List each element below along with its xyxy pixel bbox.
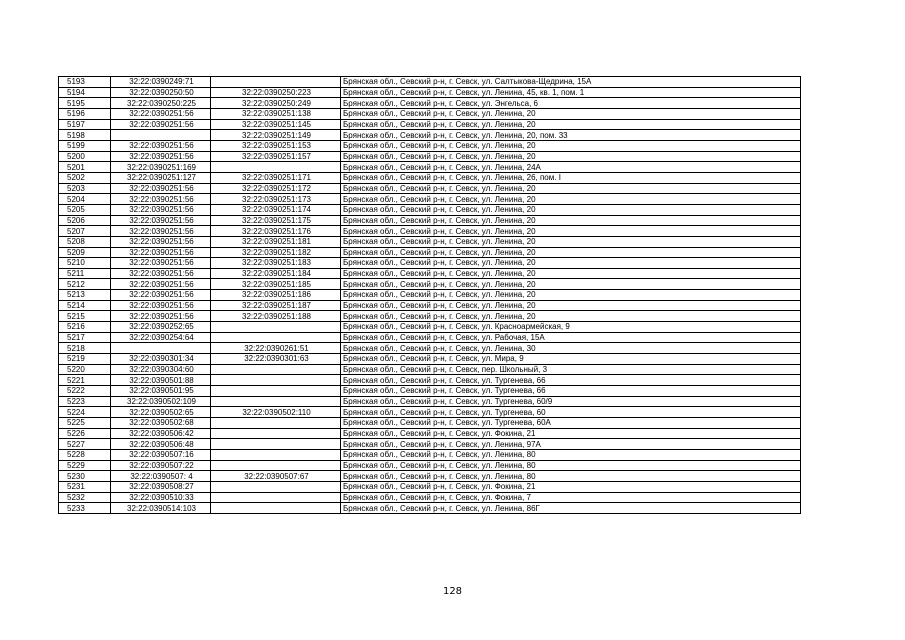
address-cell: Брянская обл., Севский р-н, г. Севск, ул. Ленина, 20 [341,279,801,290]
table-row [59,311,801,322]
land-cadastral-number-cell: 32:22:0390251:56 [111,311,211,322]
object-cadastral-number-cell [211,428,341,439]
row-number-cell: 5207 [59,226,111,237]
row-number-cell: 5213 [59,290,111,301]
table-row [59,258,801,269]
table-row [59,204,801,215]
land-cadastral-number-cell: 32:22:0390506:42 [111,428,211,439]
object-cadastral-number-cell: 32:22:0390251:186 [211,290,341,301]
land-cadastral-number-cell: 32:22:0390251:56 [111,140,211,151]
object-cadastral-number-cell [211,503,341,514]
address-cell: Брянская обл., Севский р-н, г. Севск, ул. Ленина, 20 [341,311,801,322]
object-cadastral-number-cell: 32:22:0390251:185 [211,279,341,290]
row-number-cell: 5233 [59,503,111,514]
table-row [59,418,801,429]
address-cell: Брянская обл., Севский р-н, г. Севск, ул. Ленина, 20 [341,247,801,258]
land-cadastral-number-cell: 32:22:0390507:22 [111,460,211,471]
land-cadastral-number-cell: 32:22:0390251:169 [111,162,211,173]
land-cadastral-number-cell: 32:22:0390251:56 [111,247,211,258]
address-cell: Брянская обл., Севский р-н, г. Севск, ул. Ленина, 20 [341,140,801,151]
address-cell: Брянская обл., Севский р-н, г. Севск, ул. Ленина, 20 [341,290,801,301]
land-cadastral-number-cell: 32:22:0390251:56 [111,300,211,311]
table-row [59,407,801,418]
object-cadastral-number-cell [211,460,341,471]
table-row [59,503,801,514]
object-cadastral-number-cell: 32:22:0390251:149 [211,130,341,141]
table-row [59,322,801,333]
land-cadastral-number-cell: 32:22:0390514:103 [111,503,211,514]
object-cadastral-number-cell [211,375,341,386]
object-cadastral-number-cell: 32:22:0390251:145 [211,119,341,130]
row-number-cell: 5219 [59,354,111,365]
row-number-cell: 5222 [59,386,111,397]
object-cadastral-number-cell: 32:22:0390251:181 [211,236,341,247]
address-cell: Брянская обл., Севский р-н, г. Севск, ул. Ленина, 26, пом. I [341,172,801,183]
object-cadastral-number-cell [211,162,341,173]
row-number-cell: 5198 [59,130,111,141]
row-number-cell: 5193 [59,77,111,88]
object-cadastral-number-cell: 32:22:0390251:173 [211,194,341,205]
table-row [59,130,801,141]
table-row [59,439,801,450]
address-cell: Брянская обл., Севский р-н, г. Севск, ул. Ленина, 20 [341,226,801,237]
land-cadastral-number-cell: 32:22:0390251:56 [111,119,211,130]
row-number-cell: 5212 [59,279,111,290]
land-cadastral-number-cell: 32:22:0390251:56 [111,215,211,226]
land-cadastral-number-cell: 32:22:0390251:56 [111,290,211,301]
table-row [59,77,801,88]
table-row [59,215,801,226]
object-cadastral-number-cell: 32:22:0390502:110 [211,407,341,418]
table-row [59,449,801,460]
table-row [59,279,801,290]
table-row [59,332,801,343]
address-cell: Брянская обл., Севский р-н, г. Севск, ул. Ленина, 20 [341,236,801,247]
object-cadastral-number-cell: 32:22:0390251:174 [211,204,341,215]
table-row [59,364,801,375]
address-cell: Брянская обл., Севский р-н, г. Севск, ул. Тургенева, 60А [341,418,801,429]
land-cadastral-number-cell: 32:22:0390251:56 [111,258,211,269]
land-cadastral-number-cell: 32:22:0390250:225 [111,98,211,109]
land-cadastral-number-cell: 32:22:0390304:60 [111,364,211,375]
row-number-cell: 5211 [59,268,111,279]
address-cell: Брянская обл., Севский р-н, г. Севск, ул. Тургенева, 66 [341,375,801,386]
table-row [59,140,801,151]
row-number-cell: 5226 [59,428,111,439]
table-row [59,226,801,237]
object-cadastral-number-cell: 32:22:0390251:138 [211,108,341,119]
row-number-cell: 5232 [59,492,111,503]
object-cadastral-number-cell: 32:22:0390261:51 [211,343,341,354]
object-cadastral-number-cell [211,77,341,88]
object-cadastral-number-cell [211,492,341,503]
table-row [59,194,801,205]
object-cadastral-number-cell: 32:22:0390251:171 [211,172,341,183]
row-number-cell: 5203 [59,183,111,194]
row-number-cell: 5195 [59,98,111,109]
row-number-cell: 5205 [59,204,111,215]
row-number-cell: 5229 [59,460,111,471]
row-number-cell: 5217 [59,332,111,343]
object-cadastral-number-cell: 32:22:0390251:184 [211,268,341,279]
land-cadastral-number-cell: 32:22:0390502:65 [111,407,211,418]
table-row [59,108,801,119]
object-cadastral-number-cell [211,322,341,333]
land-cadastral-number-cell: 32:22:0390251:56 [111,268,211,279]
address-cell: Брянская обл., Севский р-н, г. Севск, ул. Ленина, 24А [341,162,801,173]
address-cell: Брянская обл., Севский р-н, г. Севск, пер. Школьный, 3 [341,364,801,375]
land-cadastral-number-cell: 32:22:0390502:109 [111,396,211,407]
address-cell: Брянская обл., Севский р-н, г. Севск, ул. Мира, 9 [341,354,801,365]
address-cell: Брянская обл., Севский р-н, г. Севск, ул. Фокина, 21 [341,481,801,492]
object-cadastral-number-cell: 32:22:0390251:157 [211,151,341,162]
table-row [59,162,801,173]
object-cadastral-number-cell: 32:22:0390250:223 [211,87,341,98]
address-cell: Брянская обл., Севский р-н, г. Севск, ул. Ленина, 30 [341,343,801,354]
address-cell: Брянская обл., Севский р-н, г. Севск, ул. Энгельса, 6 [341,98,801,109]
row-number-cell: 5202 [59,172,111,183]
table-row [59,87,801,98]
address-cell: Брянская обл., Севский р-н, г. Севск, ул. Ленина, 45, кв. 1, пом. 1 [341,87,801,98]
row-number-cell: 5225 [59,418,111,429]
address-cell: Брянская обл., Севский р-н, г. Севск, ул. Тургенева, 66 [341,386,801,397]
table-row [59,247,801,258]
row-number-cell: 5200 [59,151,111,162]
table-row [59,98,801,109]
address-cell: Брянская обл., Севский р-н, г. Севск, ул. Ленина, 86Г [341,503,801,514]
row-number-cell: 5194 [59,87,111,98]
object-cadastral-number-cell [211,364,341,375]
land-cadastral-number-cell: 32:22:0390502:68 [111,418,211,429]
land-cadastral-number-cell [111,343,211,354]
object-cadastral-number-cell [211,386,341,397]
table-row [59,236,801,247]
object-cadastral-number-cell: 32:22:0390251:153 [211,140,341,151]
page-number: 128 [442,586,463,597]
address-cell: Брянская обл., Севский р-н, г. Севск, ул. Ленина, 20 [341,194,801,205]
table-row [59,492,801,503]
address-cell: Брянская обл., Севский р-н, г. Севск, ул. Ленина, 20 [341,300,801,311]
address-cell: Брянская обл., Севский р-н, г. Севск, ул. Ленина, 20 [341,258,801,269]
address-cell: Брянская обл., Севский р-н, г. Севск, ул. Тургенева, 60 [341,407,801,418]
object-cadastral-number-cell: 32:22:0390251:175 [211,215,341,226]
table-row [59,119,801,130]
land-cadastral-number-cell: 32:22:0390251:127 [111,172,211,183]
row-number-cell: 5208 [59,236,111,247]
object-cadastral-number-cell [211,418,341,429]
address-cell: Брянская обл., Севский р-н, г. Севск, ул. Тургенева, 60/9 [341,396,801,407]
row-number-cell: 5210 [59,258,111,269]
row-number-cell: 5209 [59,247,111,258]
table-row [59,375,801,386]
land-cadastral-number-cell: 32:22:0390251:56 [111,279,211,290]
row-number-cell: 5227 [59,439,111,450]
row-number-cell: 5220 [59,364,111,375]
table-row [59,300,801,311]
row-number-cell: 5231 [59,481,111,492]
row-number-cell: 5224 [59,407,111,418]
object-cadastral-number-cell: 32:22:0390251:176 [211,226,341,237]
table-row [59,268,801,279]
land-cadastral-number-cell: 32:22:0390251:56 [111,151,211,162]
land-cadastral-number-cell: 32:22:0390251:56 [111,236,211,247]
address-cell: Брянская обл., Севский р-н, г. Севск, ул. Красноармейская, 9 [341,322,801,333]
land-cadastral-number-cell [111,130,211,141]
object-cadastral-number-cell: 32:22:0390251:188 [211,311,341,322]
object-cadastral-number-cell [211,481,341,492]
address-cell: Брянская обл., Севский р-н, г. Севск, ул. Ленина, 97А [341,439,801,450]
table-row [59,460,801,471]
row-number-cell: 5206 [59,215,111,226]
table-row [59,481,801,492]
row-number-cell: 5204 [59,194,111,205]
land-cadastral-number-cell: 32:22:0390251:56 [111,204,211,215]
land-cadastral-number-cell: 32:22:0390251:56 [111,194,211,205]
land-cadastral-number-cell: 32:22:0390251:56 [111,226,211,237]
address-cell: Брянская обл., Севский р-н, г. Севск, ул. Ленина, 20 [341,119,801,130]
land-cadastral-number-cell: 32:22:0390250:50 [111,87,211,98]
property-table [58,76,801,514]
object-cadastral-number-cell [211,332,341,343]
table-row [59,151,801,162]
object-cadastral-number-cell: 32:22:0390251:183 [211,258,341,269]
address-cell: Брянская обл., Севский р-н, г. Севск, ул. Ленина, 20 [341,215,801,226]
address-cell: Брянская обл., Севский р-н, г. Севск, ул. Ленина, 20 [341,151,801,162]
land-cadastral-number-cell: 32:22:0390510:33 [111,492,211,503]
object-cadastral-number-cell: 32:22:0390251:182 [211,247,341,258]
address-cell: Брянская обл., Севский р-н, г. Севск, ул. Ленина, 20, пом. 33 [341,130,801,141]
object-cadastral-number-cell: 32:22:0390251:172 [211,183,341,194]
object-cadastral-number-cell [211,449,341,460]
table-row [59,343,801,354]
table-row [59,386,801,397]
table-row [59,290,801,301]
table-row [59,183,801,194]
object-cadastral-number-cell: 32:22:0390250:249 [211,98,341,109]
object-cadastral-number-cell [211,396,341,407]
address-cell: Брянская обл., Севский р-н, г. Севск, ул. Ленина, 20 [341,108,801,119]
address-cell: Брянская обл., Севский р-н, г. Севск, ул. Ленина, 20 [341,204,801,215]
object-cadastral-number-cell: 32:22:0390507:67 [211,471,341,482]
land-cadastral-number-cell: 32:22:0390507: 4 [111,471,211,482]
row-number-cell: 5197 [59,119,111,130]
address-cell: Брянская обл., Севский р-н, г. Севск, ул. Рабочая, 15А [341,332,801,343]
object-cadastral-number-cell: 32:22:0390251:187 [211,300,341,311]
address-cell: Брянская обл., Севский р-н, г. Севск, ул. Фокина, 7 [341,492,801,503]
property-table-body [59,77,801,514]
table-row [59,428,801,439]
row-number-cell: 5216 [59,322,111,333]
land-cadastral-number-cell: 32:22:0390251:56 [111,183,211,194]
address-cell: Брянская обл., Севский р-н, г. Севск, ул. Ленина, 80 [341,471,801,482]
land-cadastral-number-cell: 32:22:0390251:56 [111,108,211,119]
address-cell: Брянская обл., Севский р-н, г. Севск, ул. Фокина, 21 [341,428,801,439]
row-number-cell: 5215 [59,311,111,322]
table-row [59,354,801,365]
object-cadastral-number-cell: 32:22:0390301:63 [211,354,341,365]
land-cadastral-number-cell: 32:22:0390254:64 [111,332,211,343]
row-number-cell: 5196 [59,108,111,119]
row-number-cell: 5214 [59,300,111,311]
table-row [59,471,801,482]
land-cadastral-number-cell: 32:22:0390507:16 [111,449,211,460]
address-cell: Брянская обл., Севский р-н, г. Севск, ул. Ленина, 20 [341,268,801,279]
object-cadastral-number-cell [211,439,341,450]
land-cadastral-number-cell: 32:22:0390508:27 [111,481,211,492]
land-cadastral-number-cell: 32:22:0390249:71 [111,77,211,88]
address-cell: Брянская обл., Севский р-н, г. Севск, ул. Салтыкова-Щедрина, 15А [341,77,801,88]
row-number-cell: 5218 [59,343,111,354]
row-number-cell: 5221 [59,375,111,386]
row-number-cell: 5199 [59,140,111,151]
land-cadastral-number-cell: 32:22:0390506:48 [111,439,211,450]
address-cell: Брянская обл., Севский р-н, г. Севск, ул. Ленина, 80 [341,449,801,460]
land-cadastral-number-cell: 32:22:0390501:88 [111,375,211,386]
address-cell: Брянская обл., Севский р-н, г. Севск, ул. Ленина, 80 [341,460,801,471]
land-cadastral-number-cell: 32:22:0390252:65 [111,322,211,333]
row-number-cell: 5223 [59,396,111,407]
row-number-cell: 5228 [59,449,111,460]
land-cadastral-number-cell: 32:22:0390301:34 [111,354,211,365]
table-row [59,172,801,183]
address-cell: Брянская обл., Севский р-н, г. Севск, ул. Ленина, 20 [341,183,801,194]
land-cadastral-number-cell: 32:22:0390501:95 [111,386,211,397]
table-row [59,396,801,407]
row-number-cell: 5201 [59,162,111,173]
row-number-cell: 5230 [59,471,111,482]
